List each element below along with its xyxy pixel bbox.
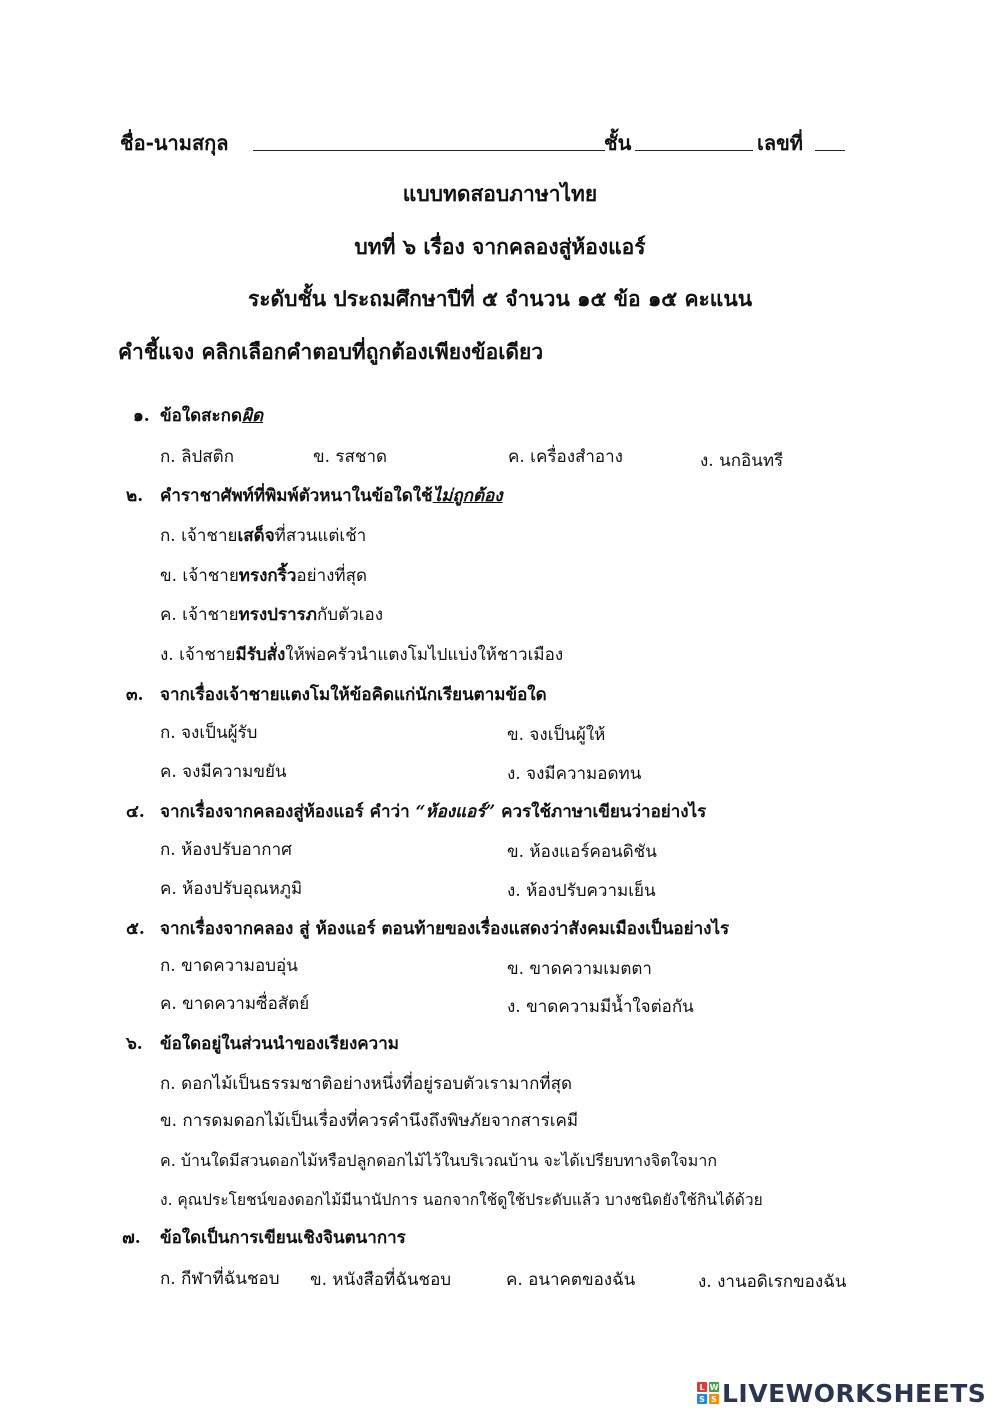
question-text: คำราชาศัพท์ที่พิมพ์ตัวหนาในข้อใดใช้ไม่ถูกต้อง	[160, 486, 503, 506]
option-kho[interactable]: ข. รสชาด	[313, 447, 388, 467]
question-text: ข้อใดเป็นการเขียนเชิงจินตนาการ	[160, 1228, 406, 1248]
option-kho-khwai[interactable]: ค. จงมีความขยัน	[160, 762, 287, 782]
logo-grid-icon	[697, 1382, 719, 1404]
option-ngo[interactable]: ง. นกอินทรี	[700, 451, 784, 471]
option-ngo[interactable]: ง. งานอดิเรกของฉัน	[698, 1272, 847, 1292]
logo-text: LIVEWORKSHEETS	[722, 1378, 987, 1408]
option-kho-khwai[interactable]: ค. ห้องปรับอุณหภูมิ	[160, 879, 303, 899]
question-text: จากเรื่องจากคลอง สู่ ห้องแอร์ ตอนท้ายของเรื่องแสดงว่าสังคมเมืองเป็นอย่างไร	[160, 919, 730, 939]
name-label: ชื่อ-นามสกุล	[120, 131, 229, 155]
question-number: ๗.	[122, 1228, 141, 1248]
question-text: จากเรื่องเจ้าชายแตงโมให้ข้อคิดแก่นักเรียนตามข้อใด	[160, 685, 547, 705]
option-kho[interactable]: ข. จงเป็นผู้ให้	[507, 725, 606, 745]
number-blank[interactable]	[815, 150, 845, 151]
question-number: ๕.	[126, 919, 145, 939]
option-ko[interactable]: ก. จงเป็นผู้รับ	[160, 723, 258, 743]
option-ko[interactable]: ก. ห้องปรับอากาศ	[160, 840, 292, 860]
question-text: ข้อใดสะกดผิด	[160, 406, 264, 426]
instructions: คำชี้แจง คลิกเลือกคำตอบที่ถูกต้องเพียงข้อเดียว	[118, 340, 544, 364]
question-number: ๑.	[133, 406, 150, 426]
option-kho[interactable]: ข. ห้องแอร์คอนดิชัน	[507, 842, 657, 862]
logo-letter: W	[709, 1382, 719, 1392]
option-ko[interactable]: ก. ดอกไม้เป็นธรรมชาติอย่างหนึ่งที่อยู่รอบตัวเรามากที่สุด	[160, 1074, 572, 1094]
option-ngo[interactable]: ง. จงมีความอดทน	[507, 764, 642, 784]
option-ko[interactable]: ก. เจ้าชายเสด็จที่สวนแต่เช้า	[160, 526, 367, 546]
logo-letter: L	[697, 1382, 707, 1392]
title-subject: แบบทดสอบภาษาไทย	[402, 182, 598, 206]
option-ngo[interactable]: ง. เจ้าชายมีรับสั่งให้พ่อครัวนำแตงโมไปแบ่งให้ชาวเมือง	[160, 645, 564, 665]
logo-letter: S	[709, 1394, 719, 1404]
question-quote: “ห้องแอร์”	[415, 802, 496, 822]
option-kho[interactable]: ข. หนังสือที่ฉันชอบ	[310, 1270, 452, 1290]
title-level: ระดับชั้น ประถมศึกษาปีที่ ๕ จำนวน ๑๕ ข้อ ๑๕ คะแนน	[247, 287, 753, 311]
option-kho-khwai[interactable]: ค. บ้านใดมีสวนดอกไม้หรือปลูกดอกไม้ไว้ในบริเวณบ้าน จะได้เปรียบทางจิตใจมาก	[160, 1151, 718, 1170]
option-ngo[interactable]: ง. คุณประโยชน์ของดอกไม้มีนานัปการ นอกจากใช้ดูใช้ประดับแล้ว บางชนิดยังใช้กินได้ด้วย	[160, 1191, 763, 1209]
option-kho[interactable]: ข. เจ้าชายทรงกริ้วอย่างที่สุด	[160, 566, 368, 586]
option-ko[interactable]: ก. ขาดความอบอุ่น	[160, 956, 298, 976]
question-number: ๒.	[126, 486, 144, 506]
class-blank[interactable]	[635, 150, 753, 151]
question-number: ๔.	[126, 802, 145, 822]
option-kho-khwai[interactable]: ค. เครื่องสำอาง	[508, 447, 623, 467]
question-number: ๖.	[126, 1034, 143, 1054]
option-kho[interactable]: ข. การดมดอกไม้เป็นเรื่องที่ควรคำนึงถึงพิษภัยจากสารเคมี	[160, 1111, 579, 1131]
option-kho-khwai[interactable]: ค. อนาคตของฉัน	[506, 1270, 636, 1290]
option-ko[interactable]: ก. ลิปสติก	[160, 447, 235, 467]
question-text: ข้อใดอยู่ในส่วนนำของเรียงความ	[160, 1034, 399, 1054]
option-ngo[interactable]: ง. ขาดความมีน้ำใจต่อกัน	[507, 997, 694, 1017]
question-emphasis: ไม่ถูกต้อง	[432, 486, 503, 506]
option-ko[interactable]: ก. กีฬาที่ฉันชอบ	[160, 1269, 280, 1289]
option-kho-khwai[interactable]: ค. ขาดความซื่อสัตย์	[160, 994, 310, 1014]
liveworksheets-logo[interactable]	[697, 1378, 986, 1408]
name-blank[interactable]	[253, 150, 605, 151]
question-emphasis: ผิด	[242, 406, 264, 426]
option-kho-khwai[interactable]: ค. เจ้าชายทรงปรารภกับตัวเอง	[160, 605, 383, 625]
logo-letter: S	[697, 1394, 707, 1404]
option-ngo[interactable]: ง. ห้องปรับความเย็น	[507, 881, 656, 901]
option-kho[interactable]: ข. ขาดความเมตตา	[507, 959, 652, 979]
question-number: ๓.	[126, 685, 144, 705]
number-label: เลขที่	[757, 131, 803, 155]
question-text: จากเรื่องจากคลองสู่ห้องแอร์ คำว่า “ห้องแอร์” ควรใช้ภาษาเขียนว่าอย่างไร	[160, 802, 707, 822]
class-label: ชั้น	[604, 131, 632, 155]
title-lesson: บทที่ ๖ เรื่อง จากคลองสู่ห้องแอร์	[354, 235, 646, 259]
